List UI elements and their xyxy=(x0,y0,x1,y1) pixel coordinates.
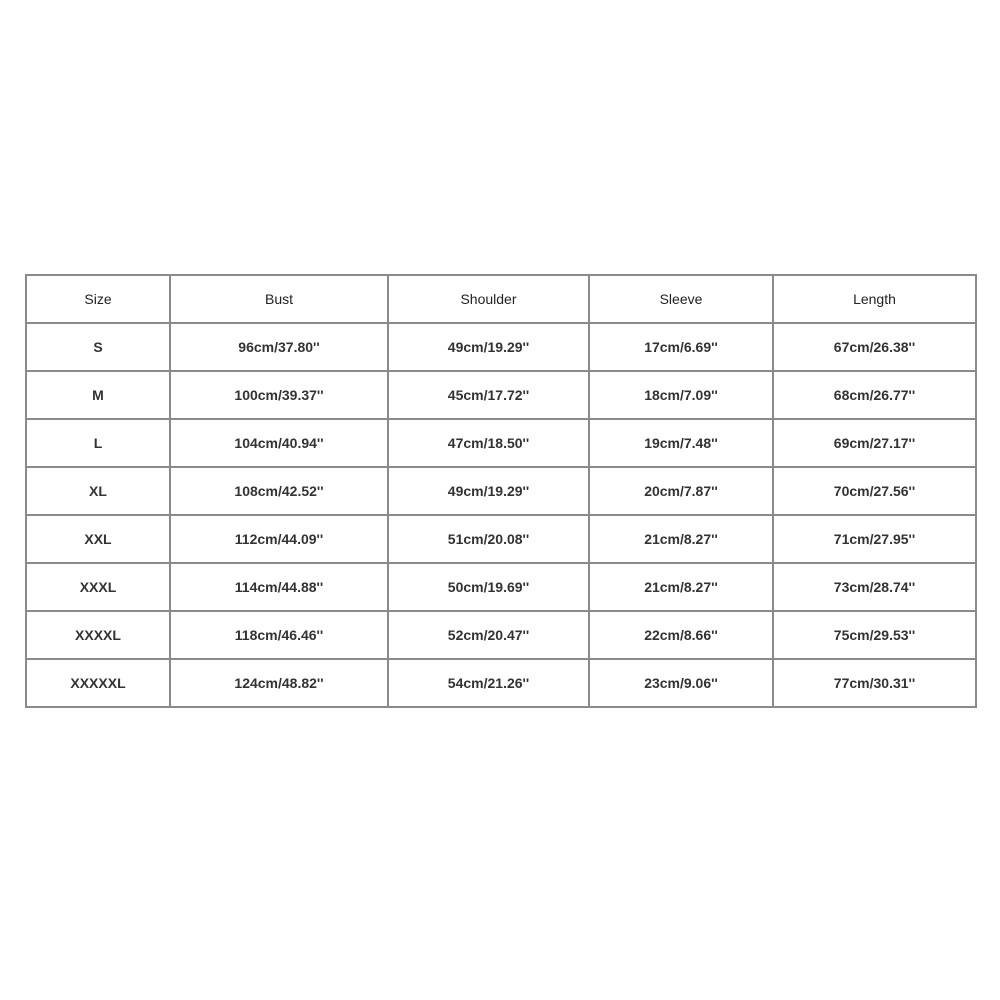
header-bust: Bust xyxy=(170,275,388,323)
cell-shoulder: 54cm/21.26'' xyxy=(388,659,589,707)
table-row xyxy=(26,563,976,611)
cell-shoulder: 49cm/19.29'' xyxy=(388,323,589,371)
cell-bust: 108cm/42.52'' xyxy=(170,467,388,515)
cell-shoulder: 51cm/20.08'' xyxy=(388,515,589,563)
size-chart-table xyxy=(25,274,977,708)
cell-bust: 100cm/39.37'' xyxy=(170,371,388,419)
table-body xyxy=(26,323,976,707)
header-size: Size xyxy=(26,275,170,323)
cell-sleeve: 22cm/8.66'' xyxy=(589,611,773,659)
header-shoulder: Shoulder xyxy=(388,275,589,323)
table-row xyxy=(26,467,976,515)
cell-bust: 104cm/40.94'' xyxy=(170,419,388,467)
header-row xyxy=(26,275,976,323)
table-row xyxy=(26,611,976,659)
cell-size: XXL xyxy=(26,515,170,563)
cell-length: 68cm/26.77'' xyxy=(773,371,976,419)
cell-length: 77cm/30.31'' xyxy=(773,659,976,707)
cell-shoulder: 45cm/17.72'' xyxy=(388,371,589,419)
cell-length: 67cm/26.38'' xyxy=(773,323,976,371)
cell-bust: 112cm/44.09'' xyxy=(170,515,388,563)
cell-size: S xyxy=(26,323,170,371)
cell-sleeve: 21cm/8.27'' xyxy=(589,563,773,611)
table-header xyxy=(26,275,976,323)
cell-bust: 114cm/44.88'' xyxy=(170,563,388,611)
cell-size: M xyxy=(26,371,170,419)
cell-length: 73cm/28.74'' xyxy=(773,563,976,611)
cell-size: XXXXXL xyxy=(26,659,170,707)
cell-shoulder: 47cm/18.50'' xyxy=(388,419,589,467)
cell-shoulder: 50cm/19.69'' xyxy=(388,563,589,611)
cell-length: 69cm/27.17'' xyxy=(773,419,976,467)
cell-bust: 124cm/48.82'' xyxy=(170,659,388,707)
cell-bust: 96cm/37.80'' xyxy=(170,323,388,371)
cell-bust: 118cm/46.46'' xyxy=(170,611,388,659)
header-length: Length xyxy=(773,275,976,323)
cell-length: 70cm/27.56'' xyxy=(773,467,976,515)
cell-shoulder: 49cm/19.29'' xyxy=(388,467,589,515)
cell-sleeve: 17cm/6.69'' xyxy=(589,323,773,371)
cell-size: XXXL xyxy=(26,563,170,611)
table-row xyxy=(26,323,976,371)
cell-sleeve: 19cm/7.48'' xyxy=(589,419,773,467)
table-row xyxy=(26,419,976,467)
cell-size: L xyxy=(26,419,170,467)
cell-size: XL xyxy=(26,467,170,515)
cell-sleeve: 20cm/7.87'' xyxy=(589,467,773,515)
cell-length: 71cm/27.95'' xyxy=(773,515,976,563)
table-row xyxy=(26,371,976,419)
cell-sleeve: 18cm/7.09'' xyxy=(589,371,773,419)
cell-sleeve: 21cm/8.27'' xyxy=(589,515,773,563)
header-sleeve: Sleeve xyxy=(589,275,773,323)
cell-sleeve: 23cm/9.06'' xyxy=(589,659,773,707)
table-row xyxy=(26,659,976,707)
cell-length: 75cm/29.53'' xyxy=(773,611,976,659)
table-row xyxy=(26,515,976,563)
cell-shoulder: 52cm/20.47'' xyxy=(388,611,589,659)
cell-size: XXXXL xyxy=(26,611,170,659)
